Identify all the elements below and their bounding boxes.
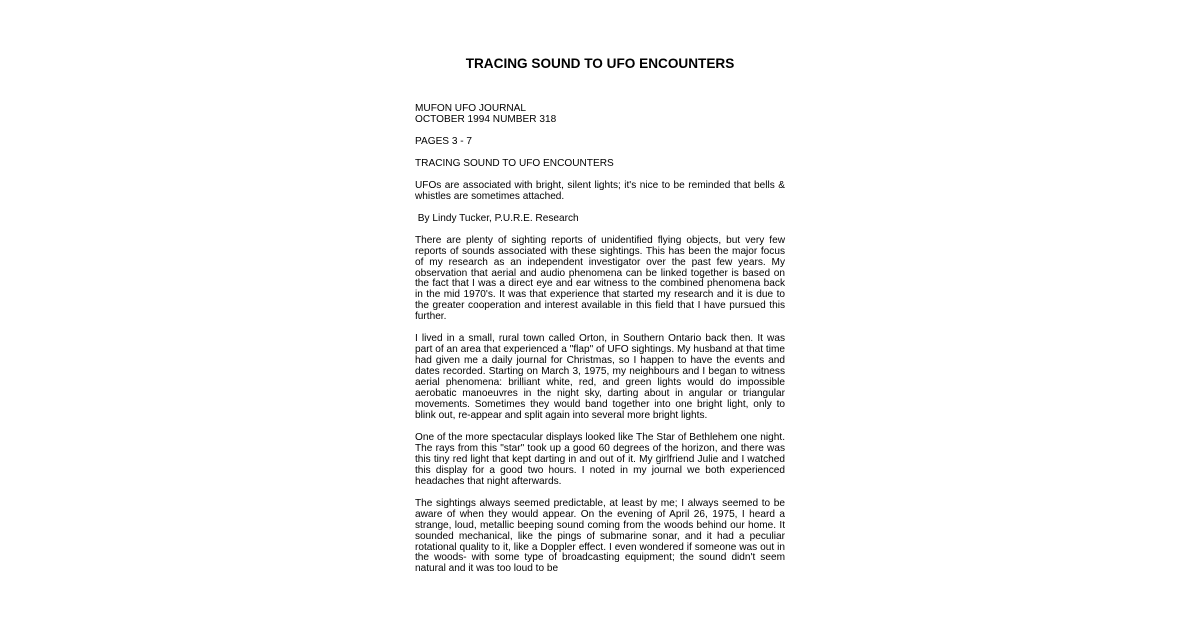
- article-body: [415, 104, 785, 575]
- journal-issue: OCTOBER 1994 NUMBER 318: [415, 113, 557, 125]
- paragraph: The sightings always seemed predictable, at least by me; I always seemed to be aware of when they would appear. On the evening of April 26, 1975, I heard a strange, loud, metallic beeping sound coming from the woods behind our home. It sounded mechanical, like the pings of submarine sonar, and it had a peculiar rotational quality to it, like a Doppler effect. I even wondered if someone was out in the woods- with some type of broadcasting equipment; the sound didn't seem natural and it was too loud to be: [415, 497, 785, 575]
- paragraph: One of the more spectacular displays looked like The Star of Bethlehem one night. The rays from this "star" took up a good 60 degrees of the horizon, and there was this tiny red light that kept darting in and out of it. My girlfriend Julie and I watched this display for a good two hours. I noted in my journal we both experienced headaches that night afterwards.: [415, 431, 785, 487]
- page-range: PAGES 3 - 7: [415, 135, 473, 147]
- paragraph: I lived in a small, rural town called Orton, in Southern Ontario back then. It was part of an area that experienced a "flap" of UFO sightings. My husband at that time had given me a daily journal for Christmas, so I happen to have the events and dates recorded. Starting on March 3, 1975, my neighbours and I began to witness aerial phenomena: brilliant white, red, and green lights would do impossible aerobatic manoeuvres in the night sky, darting about in angular or triangular movements. Sometimes they would band together into one bright light, only to blink out, re-appear and split again into several more bright lights.: [415, 333, 785, 421]
- paragraph: There are plenty of sighting reports of unidentified flying objects, but very few reports of sounds associated with these sightings. This has been the major focus of my research as an independent investigator over the past few years. My observation that aerial and audio phenomena can be linked together is based on the fact that I was a direct eye and ear witness to the combined phenomena back in the mid 1970's. It was that experience that started my research and it is due to the greater cooperation and interest available in this field that I have pursued this further.: [415, 234, 785, 323]
- document-title: TRACING SOUND TO UFO ENCOUNTERS: [465, 56, 735, 71]
- journal-name: MUFON UFO JOURNAL: [415, 103, 527, 114]
- article-heading: TRACING SOUND TO UFO ENCOUNTERS: [415, 157, 614, 169]
- article-subtitle: UFOs are associated with bright, silent lights; it's nice to be reminded that bells & whistles are sometimes attached.: [415, 179, 785, 202]
- journal-header: [415, 104, 785, 126]
- article-byline: By Lindy Tucker, P.U.R.E. Research: [415, 212, 579, 224]
